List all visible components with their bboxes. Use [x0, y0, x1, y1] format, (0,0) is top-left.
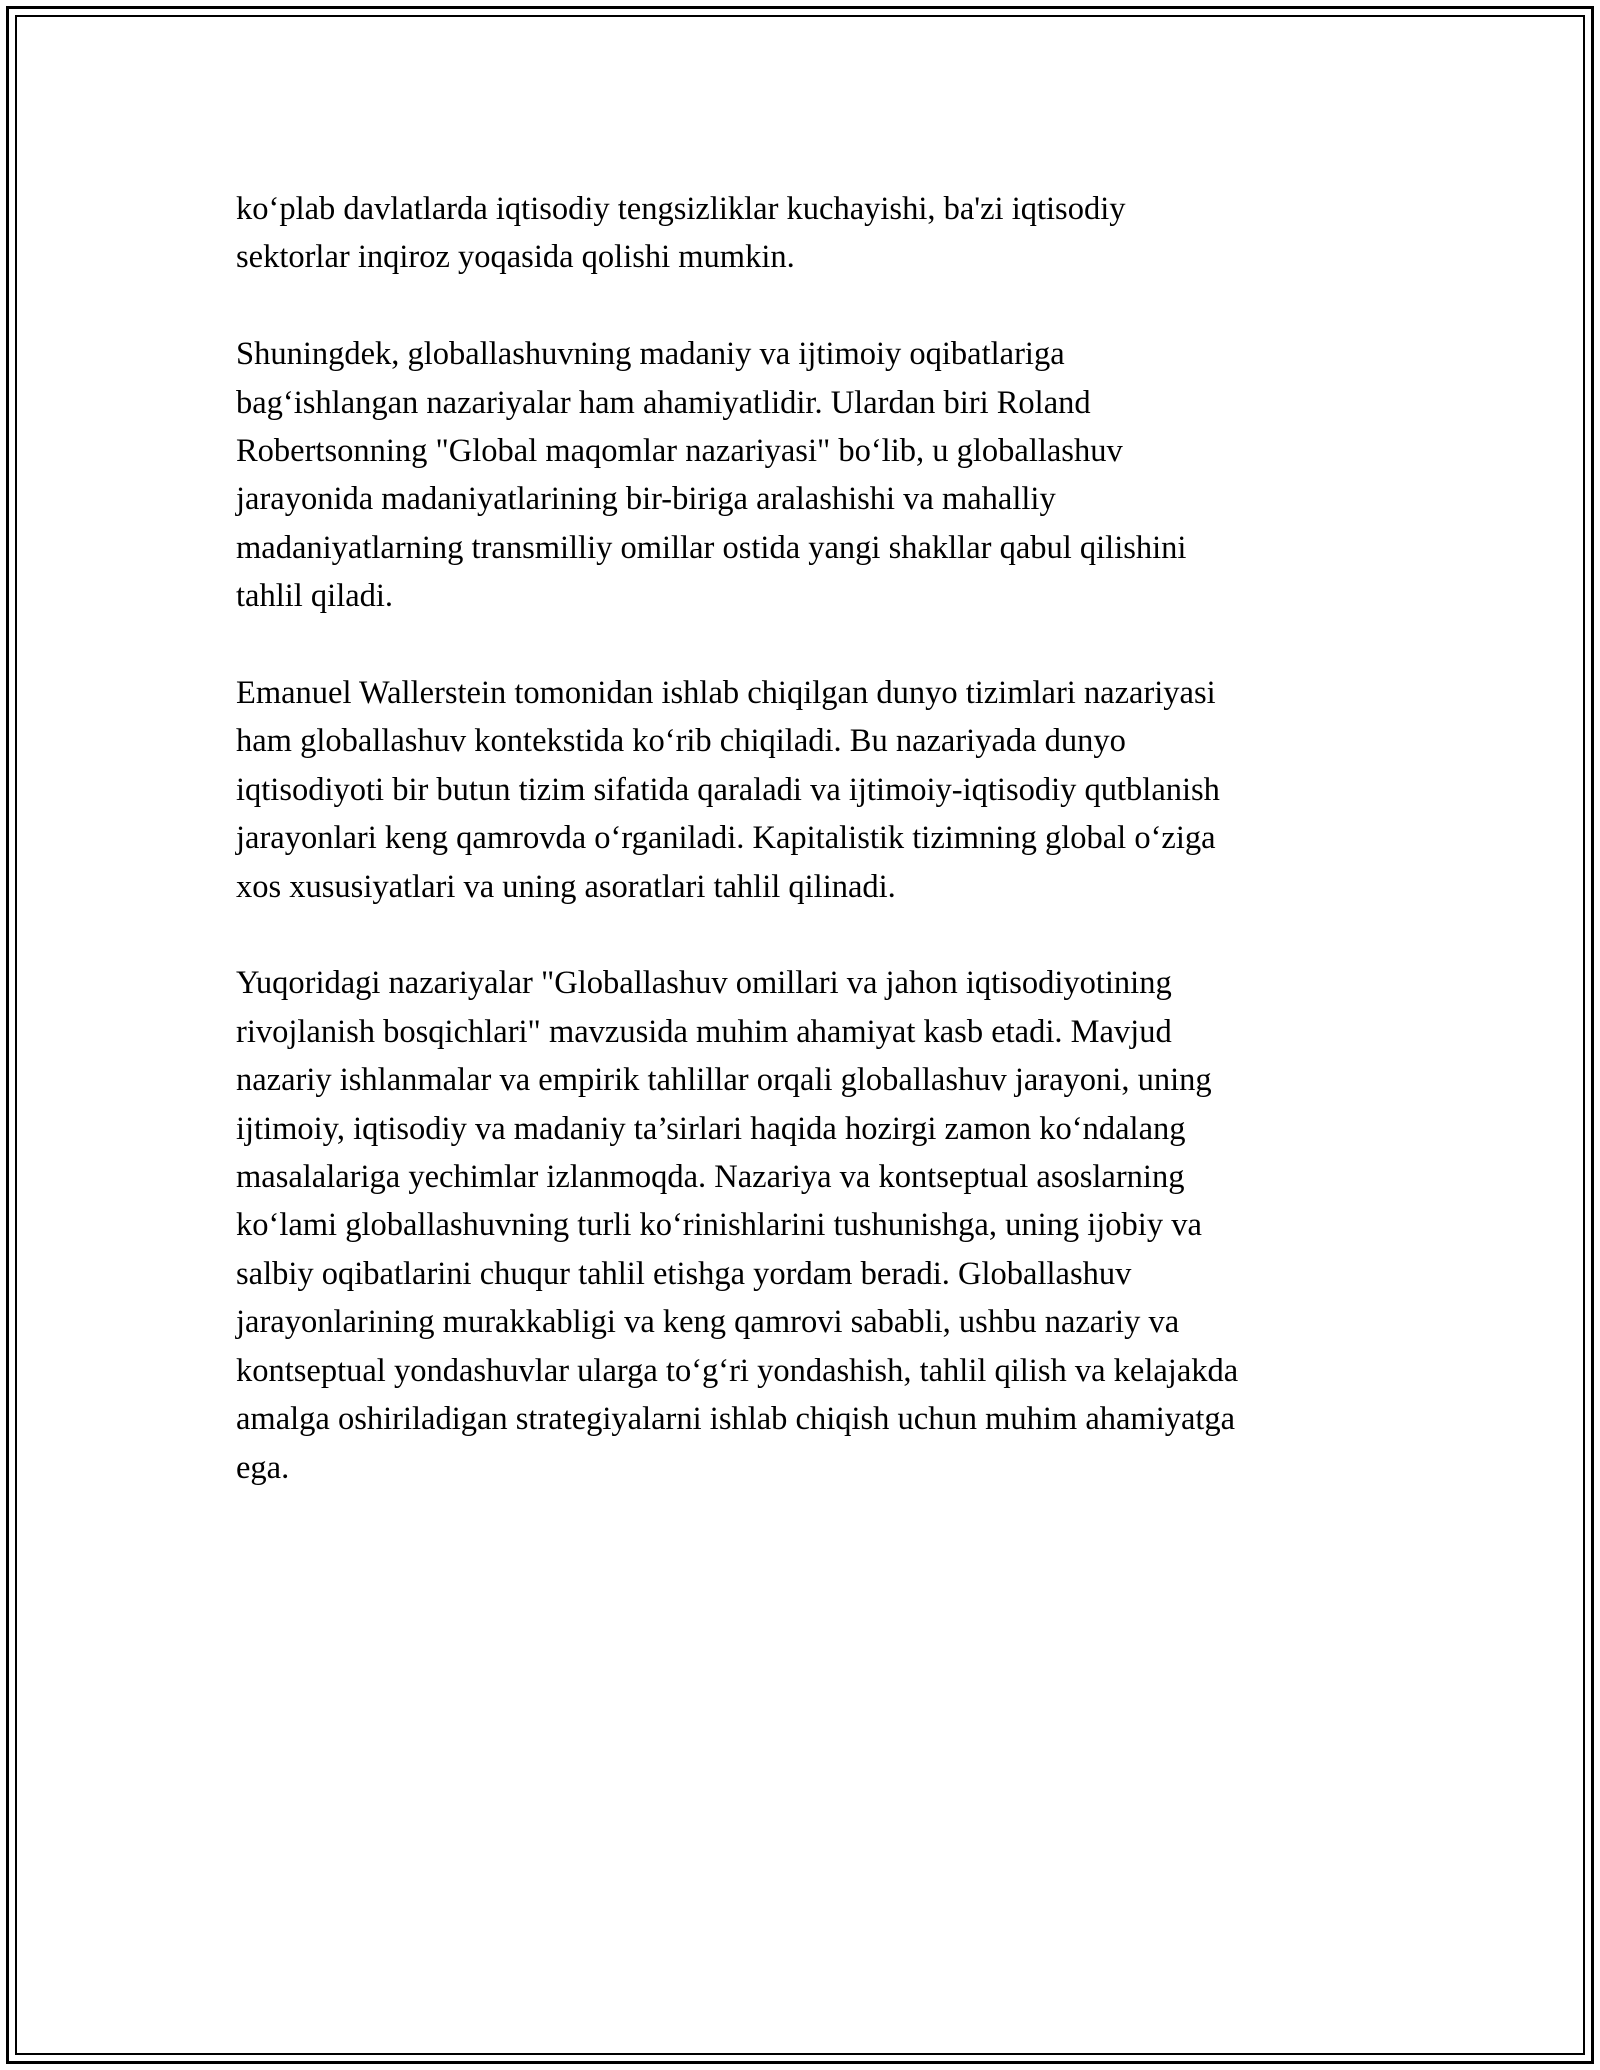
text-line: Robertsonning "Global maqomlar nazariyasi" bo‘lib, u globallashuv: [236, 433, 1123, 470]
document-body: [236, 185, 1376, 1540]
text-line: amalga oshiriladigan strategiyalarni ishlab chiqish uchun muhim ahamiyatga: [236, 1401, 1236, 1438]
text-line: kontseptual yondashuvlar ularga to‘g‘ri yondashish, tahlil qilish va kelajakda: [236, 1352, 1239, 1389]
paragraph-2: [236, 330, 1376, 620]
text-line: ham globallashuv kontekstida ko‘rib chiqiladi. Bu nazariyada dunyo: [236, 723, 1126, 760]
paragraph-1: [236, 185, 1376, 282]
text-line: ko‘lami globallashuvning turli ko‘rinishlarini tushunishga, uning ijobiy va: [236, 1207, 1202, 1244]
text-line: rivojlanish bosqichlari" mavzusida muhim ahamiyat kasb etadi. Mavjud: [236, 1013, 1172, 1050]
paragraph-4: [236, 959, 1376, 1491]
text-line: tahlil qiladi.: [236, 578, 394, 615]
text-line: masalalariga yechimlar izlanmoqda. Nazariya va kontseptual asoslarning: [236, 1159, 1185, 1196]
text-line: iqtisodiyoti bir butun tizim sifatida qaraladi va ijtimoiy-iqtisodiy qutblanish: [236, 771, 1220, 808]
text-line: jarayonlari keng qamrovda o‘rganiladi. Kapitalistik tizimning global o‘ziga: [236, 820, 1216, 857]
text-line: ijtimoiy, iqtisodiy va madaniy ta’sirlari haqida hozirgi zamon ko‘ndalang: [236, 1110, 1186, 1147]
text-line: jarayonlarining murakkabligi va keng qamrovi sababli, ushbu nazariy va: [236, 1304, 1180, 1341]
text-line: sektorlar inqiroz yoqasida qolishi mumkin.: [236, 239, 795, 276]
text-line: nazariy ishlanmalar va empirik tahlillar orqali globallashuv jarayoni, uning: [236, 1062, 1212, 1099]
text-line: madaniyatlarning transmilliy omillar ostida yangi shakllar qabul qilishini: [236, 529, 1187, 566]
text-line: bag‘ishlangan nazariyalar ham ahamiyatlidir. Ulardan biri Roland: [236, 384, 1091, 421]
text-line: salbiy oqibatlarini chuqur tahlil etishga yordam beradi. Globallashuv: [236, 1255, 1132, 1292]
text-line: xos xususiyatlari va uning asoratlari tahlil qilinadi.: [236, 868, 896, 905]
text-line: Shuningdek, globallashuvning madaniy va ijtimoiy oqibatlariga: [236, 336, 1065, 373]
text-line: jarayonida madaniyatlarining bir-biriga aralashishi va mahalliy: [236, 481, 1056, 518]
text-line: Yuqoridagi nazariyalar "Globallashuv omillari va jahon iqtisodiyotining: [236, 965, 1172, 1002]
text-line: Emanuel Wallerstein tomonidan ishlab chiqilgan dunyo tizimlari nazariyasi: [236, 675, 1216, 712]
paragraph-3: [236, 669, 1376, 911]
text-line: ko‘plab davlatlarda iqtisodiy tengsizliklar kuchayishi, ba'zi iqtisodiy: [236, 191, 1126, 227]
text-line: ega.: [236, 1449, 290, 1486]
